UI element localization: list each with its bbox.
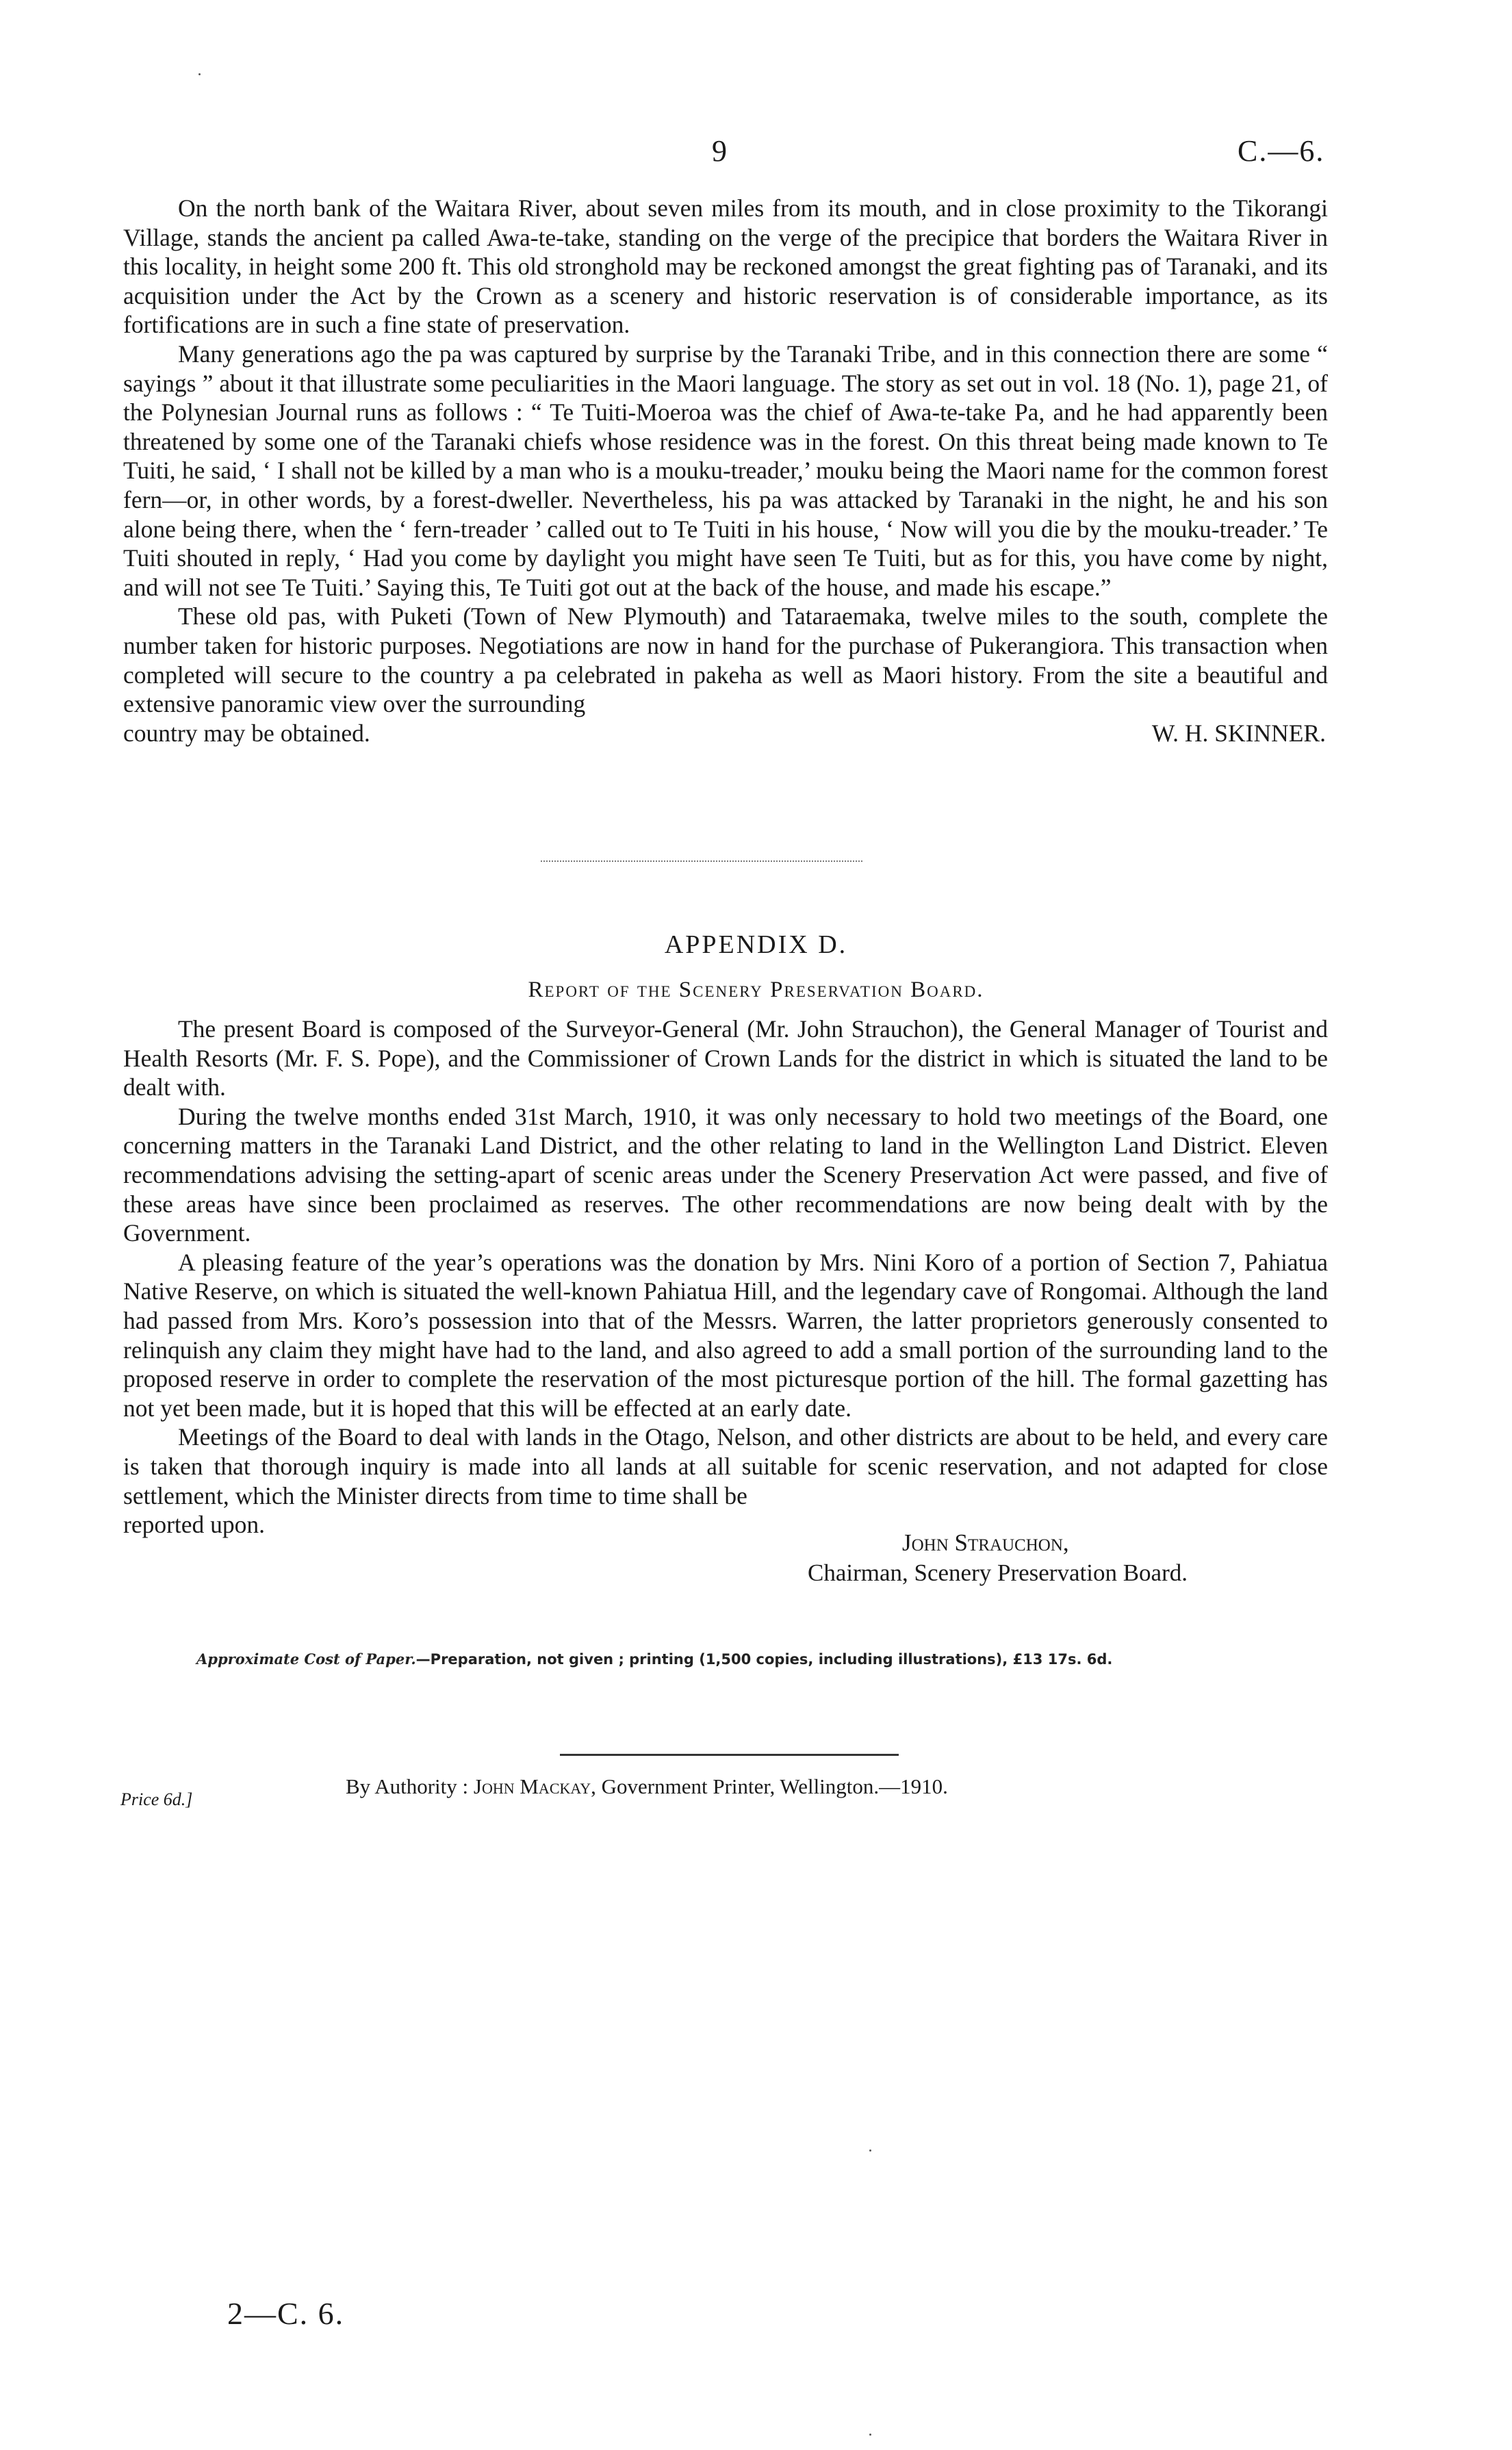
section-divider	[541, 860, 862, 862]
speck	[869, 2434, 871, 2436]
appendix-title: APPENDIX D.	[664, 930, 848, 959]
speck	[869, 2149, 871, 2152]
sheet-mark: 2—C. 6.	[227, 2296, 345, 2331]
chairman-title: Chairman, Scenery Preservation Board.	[808, 1559, 1188, 1586]
printer-imprint	[346, 1774, 948, 1799]
page-number: 9	[712, 134, 727, 168]
imprint-suffix: Government Printer, Wellington.—1910.	[601, 1774, 948, 1798]
chairman-name: John Strauchon,	[902, 1529, 1069, 1556]
imprint-prefix: By Authority :	[346, 1774, 469, 1798]
report-title: Report of the Scenery Preservation Board.	[528, 978, 984, 1002]
paragraph: The present Board is composed of the Surveyor-General (Mr. John Strauchon), the General Manager of Tourist and Health Resorts (Mr. F. S. Pope), and the Commissioner of Crown Lands for the district in which is situated the land to be dealt with.	[123, 1015, 1328, 1101]
closing-line	[123, 719, 1328, 748]
appendix-body	[123, 1015, 1328, 1540]
price: Price 6d.]	[120, 1789, 193, 1809]
paragraph: During the twelve months ended 31st March, 1910, it was only necessary to hold two meetings of the Board, one concerning matters in the Taranaki Land District, and the other relating to land in the Wellington Land District. Eleven recommendations advising the setting-apart of scenic areas under the Scenery Preservation Act were passed, and five of these areas have since been proclaimed as reserves. The other recommendations are now being dealt with by the Government.	[123, 1102, 1328, 1247]
section-awa-te-take	[123, 194, 1328, 748]
paragraph: Many generations ago the pa was captured by surprise by the Taranaki Tribe, and in this connection there are some “ sayings ” about it that illustrate some peculiarities in the Maori language. The story as set out in vol. 18 (No. 1), page 21, of the Polynesian Journal runs as follows : “ Te Tuiti-Moeroa was the chief of Awa-te-take Pa, and he had apparently been threatened by some one of the Taranaki chiefs whose residence was in the forest. On this threat being made known to Te Tuiti, he said, ‘ I shall not be killed by a man who is a mouku-treader,’ mouku being the Maori name for the common forest fern—or, in other words, by a forest-dweller. Nevertheless, his pa was attacked by Taranaki in the night, he and his son alone being there, when the ‘ fern-treader ’ called out to Te Tuiti in his house, ‘ Now will you die by the mouku-treader.’ Te Tuiti shouted in reply, ‘ Had you come by daylight you might have seen Te Tuiti, but as for this, you have come by night, and will not see Te Tuiti.’ Saying this, Te Tuiti got out at the back of the house, and made his escape.”	[123, 340, 1328, 601]
paragraph: A pleasing feature of the year’s operations was the donation by Mrs. Nini Koro of a portion of Section 7, Pahiatua Native Reserve, on which is situated the well-known Pahiatua Hill, and the legendary cave of Rongomai. Although the land had passed from Mrs. Koro’s possession into that of the Messrs. Warren, the latter proprietors generously consented to relinquish any claim they might have had to the land, and also agreed to add a small portion of the surrounding land to the proposed reserve in order to complete the reservation of the most picturesque portion of the hill. The formal gazetting has not yet been made, but it is hoped that this will be effected at an early date.	[123, 1248, 1328, 1422]
cost-label: Approximate Cost of Paper.	[196, 1650, 416, 1668]
printer-name: John Mackay,	[473, 1774, 596, 1798]
paragraph: These old pas, with Puketi (Town of New Plymouth) and Tataraemaka, twelve miles to the south, complete the number taken for historic purposes. Negotiations are now in hand for the purchase of Pukerangiora. This transaction when completed will secure to the country a pa celebrated in pakeha as well as Maori history. From the site a beautiful and extensive panoramic view over the surrounding	[123, 602, 1328, 718]
paragraph: On the north bank of the Waitara River, about seven miles from its mouth, and in close proximity to the Tikorangi Village, stands the ancient pa called Awa-te-take, standing on the verge of the precipice that borders the Waitara River in this locality, in height some 200 ft. This old stronghold may be reckoned amongst the great fighting pas of Taranaki, and its acquisition under the Act by the Crown as a scenery and historic reservation is of considerable importance, as its fortifications are in such a fine state of preservation.	[123, 194, 1328, 339]
cost-of-paper	[196, 1650, 1112, 1668]
closing-text: reported upon.	[123, 1511, 266, 1539]
document-reference: C.—6.	[1238, 134, 1325, 168]
speck	[198, 73, 201, 75]
closing-text: country may be obtained.	[123, 719, 370, 747]
cost-text: —Preparation, not given ; printing (1,500 copies, including illustrations), £13 17s. 6d.	[415, 1651, 1113, 1668]
author-signature: W. H. SKINNER.	[1151, 719, 1326, 747]
imprint-rule	[560, 1754, 899, 1756]
paragraph: Meetings of the Board to deal with lands in the Otago, Nelson, and other districts are about to be held, and every care is taken that thorough inquiry is made into all lands at all suitable for scenic reservation, and not adapted for close settlement, which the Minister directs from time to time shall be	[123, 1423, 1328, 1509]
